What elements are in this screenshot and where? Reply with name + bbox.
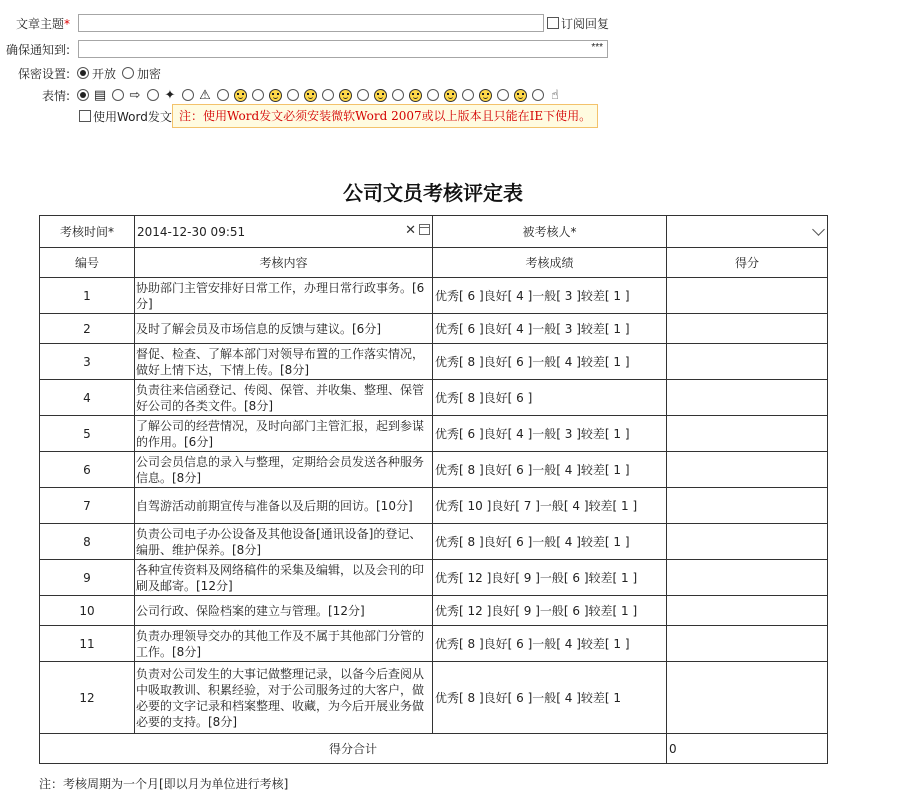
row-score-options: 优秀[ 8 ]良好[ 6 ] bbox=[433, 380, 667, 416]
notify-input[interactable] bbox=[78, 40, 608, 58]
head-score: 考核成绩 bbox=[433, 248, 667, 278]
surprise-icon bbox=[372, 87, 388, 103]
privacy-row bbox=[0, 62, 161, 84]
sad-icon bbox=[337, 87, 353, 103]
row-number: 12 bbox=[40, 662, 135, 734]
row-points-input[interactable] bbox=[667, 524, 828, 560]
row-number: 2 bbox=[40, 314, 135, 344]
row-points-input[interactable] bbox=[667, 596, 828, 626]
emotion-radio[interactable] bbox=[287, 89, 299, 101]
lightbulb-icon: ✦ bbox=[164, 87, 176, 103]
row-content: 负责办理领导交办的其他工作及不属于其他部门分管的工作。[8分] bbox=[135, 626, 433, 662]
emotion-radio[interactable] bbox=[217, 89, 229, 101]
emotion-radio[interactable] bbox=[147, 89, 159, 101]
evaluation-table bbox=[39, 215, 828, 764]
head-content: 考核内容 bbox=[135, 248, 433, 278]
row-content: 负责公司电子办公设备及其他设备[通讯设备]的登记、编册、维护保养。[8分] bbox=[135, 524, 433, 560]
clear-icon[interactable]: ✕ bbox=[405, 223, 416, 238]
emotion-option[interactable] bbox=[144, 87, 178, 103]
person-select[interactable] bbox=[667, 216, 828, 248]
time-label: 考核时间* bbox=[40, 216, 135, 248]
smile-icon bbox=[232, 87, 248, 103]
emotion-option[interactable] bbox=[109, 87, 143, 103]
row-points-input[interactable] bbox=[667, 416, 828, 452]
row-content: 公司会员信息的录入与整理，定期给会员发送各种服务信息。[8分] bbox=[135, 452, 433, 488]
row-number: 3 bbox=[40, 344, 135, 380]
emotion-radio[interactable] bbox=[322, 89, 334, 101]
table-row bbox=[40, 524, 828, 560]
emotion-radio[interactable] bbox=[392, 89, 404, 101]
emotion-radio[interactable] bbox=[112, 89, 124, 101]
arrow-right-icon: ⇨ bbox=[129, 87, 141, 103]
row-number: 5 bbox=[40, 416, 135, 452]
thumbs-up-icon: ☝ bbox=[551, 87, 559, 103]
wink-icon bbox=[442, 87, 458, 103]
document-icon: ▤ bbox=[93, 87, 107, 103]
emotion-option[interactable] bbox=[354, 87, 388, 103]
word-checkbox[interactable] bbox=[79, 110, 91, 122]
emotion-label: 表情: bbox=[41, 88, 70, 103]
notify-row bbox=[0, 38, 608, 60]
row-points-input[interactable] bbox=[667, 626, 828, 662]
row-points-input[interactable] bbox=[667, 662, 828, 734]
row-score-options: 优秀[ 12 ]良好[ 9 ]一般[ 6 ]较差[ 1 ] bbox=[433, 596, 667, 626]
emotion-option[interactable] bbox=[249, 87, 283, 103]
total-row bbox=[40, 734, 828, 764]
table-row bbox=[40, 314, 828, 344]
row-number: 7 bbox=[40, 488, 135, 524]
row-number: 6 bbox=[40, 452, 135, 488]
row-score-options: 优秀[ 10 ]良好[ 7 ]一般[ 4 ]较差[ 1 ] bbox=[433, 488, 667, 524]
table-row bbox=[40, 596, 828, 626]
emotion-radio[interactable] bbox=[357, 89, 369, 101]
row-points-input[interactable] bbox=[667, 380, 828, 416]
emotion-option[interactable] bbox=[74, 87, 108, 103]
row-content: 公司行政、保险档案的建立与管理。[12分] bbox=[135, 596, 433, 626]
privacy-encrypted-radio[interactable] bbox=[122, 67, 134, 79]
row-score-options: 优秀[ 8 ]良好[ 6 ]一般[ 4 ]较差[ 1 ] bbox=[433, 452, 667, 488]
table-row bbox=[40, 560, 828, 596]
row-points-input[interactable] bbox=[667, 488, 828, 524]
time-value: 2014-12-30 09:51 bbox=[137, 224, 246, 239]
row-number: 9 bbox=[40, 560, 135, 596]
row-content: 负责往来信函登记、传阅、保管、并收集、整理、保管好公司的各类文件。[8分] bbox=[135, 380, 433, 416]
row-points-input[interactable] bbox=[667, 344, 828, 380]
emotion-option[interactable] bbox=[459, 87, 493, 103]
row-score-options: 优秀[ 6 ]良好[ 4 ]一般[ 3 ]较差[ 1 ] bbox=[433, 278, 667, 314]
privacy-public-label: 开放 bbox=[92, 66, 117, 81]
calendar-icon[interactable] bbox=[419, 224, 430, 235]
emotion-radio[interactable] bbox=[77, 89, 89, 101]
row-score-options: 优秀[ 8 ]良好[ 6 ]一般[ 4 ]较差[ 1 ] bbox=[433, 344, 667, 380]
row-points-input[interactable] bbox=[667, 278, 828, 314]
emotion-option[interactable] bbox=[424, 87, 458, 103]
laugh-icon bbox=[512, 87, 528, 103]
word-tip: 注：使用Word发文必须安装微软Word 2007或以上版本且只能在IE下使用。 bbox=[172, 104, 598, 128]
person-label: 被考核人* bbox=[433, 216, 667, 248]
emotion-radio[interactable] bbox=[532, 89, 544, 101]
time-input[interactable] bbox=[135, 216, 433, 248]
subscribe-label: 订阅回复 bbox=[561, 16, 610, 31]
emotion-option[interactable] bbox=[214, 87, 248, 103]
table-row bbox=[40, 344, 828, 380]
chevron-down-icon bbox=[812, 223, 825, 236]
row-content: 督促、检查、了解本部门对领导布置的工作落实情况，做好上情下达，下情上传。[8分] bbox=[135, 344, 433, 380]
row-score-options: 优秀[ 6 ]良好[ 4 ]一般[ 3 ]较差[ 1 ] bbox=[433, 416, 667, 452]
teeth-icon bbox=[407, 87, 423, 103]
emotion-option[interactable] bbox=[494, 87, 528, 103]
table-row bbox=[40, 488, 828, 524]
sheet-title: 公司文员考核评定表 bbox=[343, 181, 523, 205]
row-content: 自驾游活动前期宣传与准备以及后期的回访。[10分] bbox=[135, 488, 433, 524]
cool-icon bbox=[477, 87, 493, 103]
emotion-radio[interactable] bbox=[427, 89, 439, 101]
subject-row bbox=[0, 12, 609, 34]
row-number: 4 bbox=[40, 380, 135, 416]
row-content: 了解公司的经营情况，及时向部门主管汇报，起到参谋的作用。[6分] bbox=[135, 416, 433, 452]
notify-label: 确保通知到: bbox=[5, 42, 70, 57]
subscribe-checkbox[interactable] bbox=[547, 17, 559, 29]
row-content: 负责对公司发生的大事记做整理记录，以备今后查阅从中吸取教训、积累经验，对于公司服务过的大客户，做必要的文字记录和档案整理、收藏，为今后开展业务做必要的支持。[8分] bbox=[135, 662, 433, 734]
emotion-radio[interactable] bbox=[252, 89, 264, 101]
row-number: 11 bbox=[40, 626, 135, 662]
subject-label: 文章主题* bbox=[15, 16, 70, 31]
emotion-radio[interactable] bbox=[182, 89, 194, 101]
warning-icon: ⚠ bbox=[199, 87, 211, 103]
table-row bbox=[40, 380, 828, 416]
footer-note: 注：考核周期为一个月[即以月为单位进行考核] bbox=[39, 777, 289, 791]
privacy-label: 保密设置: bbox=[17, 66, 70, 81]
emotion-row bbox=[0, 84, 564, 106]
header-time-row bbox=[40, 216, 828, 248]
emotion-radio[interactable] bbox=[497, 89, 509, 101]
row-score-options: 优秀[ 12 ]良好[ 9 ]一般[ 6 ]较差[ 1 ] bbox=[433, 560, 667, 596]
table-row bbox=[40, 452, 828, 488]
emotion-option[interactable] bbox=[179, 87, 213, 103]
row-number: 10 bbox=[40, 596, 135, 626]
emotion-option[interactable] bbox=[319, 87, 353, 103]
row-score-options: 优秀[ 8 ]良好[ 6 ]一般[ 4 ]较差[ 1 bbox=[433, 662, 667, 734]
subject-input[interactable] bbox=[78, 14, 544, 32]
table-row bbox=[40, 626, 828, 662]
emotion-radio[interactable] bbox=[462, 89, 474, 101]
happy-icon bbox=[302, 87, 318, 103]
table-row bbox=[40, 662, 828, 734]
row-points-input[interactable] bbox=[667, 314, 828, 344]
head-points: 得分 bbox=[667, 248, 828, 278]
column-header-row bbox=[40, 248, 828, 278]
row-number: 1 bbox=[40, 278, 135, 314]
notify-dots: *** bbox=[591, 42, 603, 53]
privacy-public-radio[interactable] bbox=[77, 67, 89, 79]
word-label: 使用Word发文 bbox=[93, 109, 172, 124]
emotion-option[interactable] bbox=[389, 87, 423, 103]
row-score-options: 优秀[ 8 ]良好[ 6 ]一般[ 4 ]较差[ 1 ] bbox=[433, 524, 667, 560]
row-content: 协助部门主管安排好日常工作，办理日常行政事务。[6分] bbox=[135, 278, 433, 314]
emotion-option[interactable] bbox=[529, 87, 563, 103]
total-value: 0 bbox=[667, 734, 828, 764]
row-content: 及时了解会员及市场信息的反馈与建议。[6分] bbox=[135, 314, 433, 344]
emotion-option[interactable] bbox=[284, 87, 318, 103]
row-content: 各种宣传资料及网络稿件的采集及编辑，以及会刊的印刷及邮寄。[12分] bbox=[135, 560, 433, 596]
table-row bbox=[40, 278, 828, 314]
privacy-encrypted-label: 加密 bbox=[137, 66, 162, 81]
row-points-input[interactable] bbox=[667, 560, 828, 596]
total-label: 得分合计 bbox=[40, 734, 667, 764]
word-row bbox=[76, 105, 172, 127]
table-row bbox=[40, 416, 828, 452]
row-score-options: 优秀[ 6 ]良好[ 4 ]一般[ 3 ]较差[ 1 ] bbox=[433, 314, 667, 344]
row-number: 8 bbox=[40, 524, 135, 560]
row-score-options: 优秀[ 8 ]良好[ 6 ]一般[ 4 ]较差[ 1 ] bbox=[433, 626, 667, 662]
head-no: 编号 bbox=[40, 248, 135, 278]
grin-icon bbox=[267, 87, 283, 103]
row-points-input[interactable] bbox=[667, 452, 828, 488]
